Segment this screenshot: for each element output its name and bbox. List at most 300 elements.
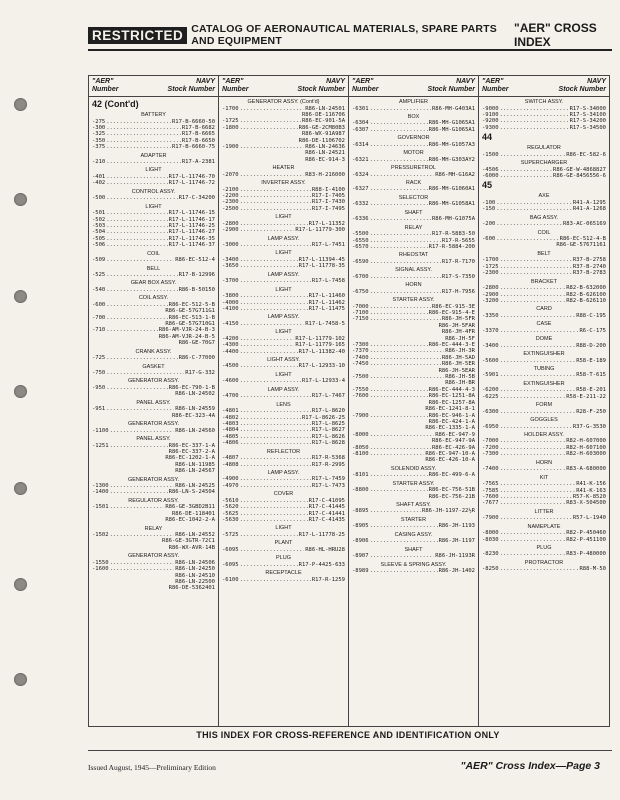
- index-row: [482, 328, 606, 334]
- aer-number: -210: [92, 159, 106, 166]
- dot-leader: [106, 272, 177, 278]
- navy-subheading: Stock Number: [558, 86, 606, 93]
- navy-stock-number: R86-LN-24552: [175, 532, 215, 539]
- index-row: [352, 142, 475, 148]
- dot-leader: [500, 515, 572, 521]
- dot-leader: [500, 270, 572, 276]
- navy-stock-number: R17-L-8628: [311, 440, 345, 447]
- index-row: [352, 216, 475, 222]
- catalog-title: CATALOG OF AERONAUTICAL MATERIALS, SPARE PARTS AND EQUIPMENT: [191, 23, 497, 47]
- index-row: [222, 278, 345, 284]
- index-row: [222, 321, 345, 327]
- aer-number: -7300: [352, 342, 369, 349]
- aer-number: -540: [92, 286, 106, 293]
- aer-number: -6324: [352, 171, 369, 178]
- dot-leader: [240, 106, 305, 112]
- navy-stock-number: R83-A-680000: [566, 466, 606, 473]
- navy-stock-number: R86-MH-G303AY2: [428, 156, 475, 163]
- index-row: [352, 553, 475, 559]
- dot-leader: [370, 568, 438, 574]
- aer-number: -2800: [482, 285, 499, 292]
- dot-leader: [370, 523, 438, 529]
- navy-stock-number: R17-L-7473: [311, 482, 345, 489]
- aer-number: -2300: [482, 270, 499, 277]
- index-row: [482, 372, 606, 378]
- navy-stock-number: R86-EC-790-1-B: [168, 384, 215, 391]
- category-heading: HORN: [535, 459, 553, 466]
- index-row: [352, 523, 475, 529]
- aer-number: -4300: [222, 342, 239, 349]
- navy-stock-number: R17-L-11746-15: [168, 210, 215, 217]
- index-row: [222, 242, 345, 248]
- aer-number: -502: [92, 216, 106, 223]
- aer-number: -4200: [222, 335, 239, 342]
- dot-leader: [500, 328, 579, 334]
- index-row: [482, 206, 606, 212]
- navy-heading: NAVY: [456, 78, 475, 85]
- page-number: "AER" Cross Index—Page 3: [460, 760, 600, 772]
- aer-subheading: Number: [222, 86, 249, 93]
- stock-number-continuation: R86-EC-1257-8A: [428, 399, 475, 406]
- index-row: [222, 378, 345, 384]
- category-heading: BRACKET: [531, 278, 557, 285]
- index-row: [482, 451, 606, 457]
- dot-leader: [500, 343, 576, 349]
- aer-number: -7400: [352, 354, 369, 361]
- dot-leader: [106, 159, 181, 165]
- navy-stock-number: R58-E-211-22: [566, 393, 606, 400]
- dot-leader: [370, 361, 441, 367]
- navy-stock-number: R17-A-2381: [181, 159, 215, 166]
- navy-heading: NAVY: [326, 78, 345, 85]
- aer-number: -325: [92, 131, 106, 138]
- dot-leader: [370, 172, 435, 178]
- navy-stock-number: R86-LN-24559: [175, 406, 215, 413]
- aer-number: -4506: [482, 166, 499, 173]
- navy-stock-number: R83-X-504500: [566, 500, 606, 507]
- navy-stock-number: R17-L-7458: [311, 278, 345, 285]
- navy-subheading: Stock Number: [297, 86, 345, 93]
- category-heading: LAMP ASSY.: [267, 314, 300, 321]
- aer-number: -7600: [482, 493, 499, 500]
- aer-number: -4400: [222, 348, 239, 355]
- dot-leader: [496, 236, 558, 242]
- index-row: [482, 409, 606, 415]
- aer-number: -7400: [482, 466, 499, 473]
- navy-subheading: Stock Number: [167, 86, 215, 93]
- navy-stock-number: R86-LN-24525: [175, 483, 215, 490]
- aer-number: -375: [92, 144, 106, 151]
- aer-number: -6327: [352, 186, 369, 193]
- navy-stock-number: R82-H-607000: [566, 438, 606, 445]
- index-row: [222, 562, 345, 568]
- index-row: [222, 363, 345, 369]
- page-header: [88, 21, 612, 49]
- index-row: [352, 259, 475, 265]
- navy-stock-number: R17-L-11746-35: [168, 235, 215, 242]
- dot-leader: [240, 547, 305, 553]
- aer-number: -7500: [352, 374, 369, 381]
- index-row: [352, 289, 475, 295]
- category-heading: MOTOR: [403, 150, 424, 157]
- index-row: [482, 152, 606, 158]
- dot-leader: [240, 483, 311, 489]
- index-row: [222, 227, 345, 233]
- aer-number: -700: [92, 314, 106, 321]
- category-heading: PANEL ASSY.: [136, 399, 171, 406]
- category-heading: GENERATOR ASSY.: [127, 421, 180, 428]
- navy-stock-number: R17-L-7458-5: [305, 320, 345, 327]
- index-row: [92, 195, 215, 201]
- dot-leader: [240, 440, 311, 446]
- index-row: [352, 244, 475, 250]
- navy-stock-number: R37-B-2758: [572, 257, 606, 264]
- index-row: [222, 577, 345, 583]
- aer-number: -8907: [352, 553, 369, 560]
- dot-leader: [240, 172, 305, 178]
- category-heading: RHEOSTAT: [398, 252, 429, 259]
- navy-stock-number: R17-R-7170: [441, 258, 475, 265]
- aer-number: -4500: [222, 363, 239, 370]
- dot-leader: [500, 566, 579, 572]
- category-heading: PRESSURETROL: [391, 165, 436, 172]
- navy-stock-number: R86-MH-G1065A1: [428, 120, 475, 127]
- aer-heading: "AER": [222, 78, 244, 85]
- navy-stock-number: R17-L-7459: [311, 476, 345, 483]
- navy-stock-number: R17-S-34200: [569, 118, 606, 125]
- stock-number-continuation: R86-JH-5EAR: [438, 367, 475, 374]
- dot-leader: [110, 504, 165, 510]
- category-heading: PLUG: [536, 544, 552, 551]
- navy-stock-number: R17-B-12996: [178, 272, 215, 278]
- category-heading: BATTERY: [141, 112, 166, 118]
- index-row: [352, 472, 475, 478]
- stock-number-continuation: R86-EC-914-3: [305, 156, 345, 163]
- aer-number: -2800: [222, 220, 239, 227]
- dot-leader: [240, 278, 311, 284]
- index-row: [352, 538, 475, 544]
- navy-stock-number: R17-C-41441: [308, 510, 345, 517]
- aer-number: -600: [92, 301, 106, 308]
- aer-number: -5630: [222, 516, 239, 523]
- dot-leader: [370, 508, 421, 514]
- index-row: [92, 327, 215, 333]
- dot-leader: [240, 577, 311, 583]
- aer-number: -1501: [92, 504, 109, 511]
- aer-number: -503: [92, 222, 106, 229]
- index-row: [92, 504, 215, 510]
- dot-leader: [370, 393, 428, 399]
- navy-stock-number: R37-B-2783: [572, 270, 606, 277]
- dot-leader: [370, 186, 428, 192]
- category-heading: CONTROL ASSY.: [131, 188, 176, 195]
- stock-number-continuation: R86-EC-947-9A: [431, 438, 475, 445]
- aer-number: -600: [482, 236, 496, 243]
- category-heading: COIL: [537, 229, 551, 236]
- dot-leader: [500, 173, 552, 179]
- aer-number: -6307: [352, 126, 369, 133]
- navy-stock-number: R17-L-8626: [311, 433, 345, 440]
- aer-number: -3800: [222, 293, 239, 300]
- category-heading: SHAFT: [404, 209, 423, 216]
- dot-leader: [240, 349, 298, 355]
- dot-leader: [106, 242, 167, 248]
- navy-stock-number: R41-A-1295: [572, 199, 606, 206]
- stock-number-continuation: R86-GE-3GTR-72C1: [162, 538, 215, 545]
- index-row: [222, 462, 345, 468]
- navy-stock-number: R17-C-41095: [308, 497, 345, 504]
- aer-number: -4150: [222, 320, 239, 327]
- navy-stock-number: R88-M-50: [579, 566, 606, 573]
- index-row: [482, 173, 606, 179]
- navy-stock-number: R17-L-12933-4: [301, 378, 345, 385]
- header-rule: [88, 49, 612, 51]
- navy-stock-number: R86-MH-G1075A: [431, 216, 475, 223]
- navy-stock-number: R17-L-11382-40: [298, 348, 345, 355]
- dot-leader: [106, 315, 167, 321]
- stock-number-continuation: R86-EC-337-2-A: [168, 448, 215, 455]
- index-row: [222, 517, 345, 523]
- column-header: [482, 78, 606, 94]
- stock-number-continuation: R86-DE-116706: [301, 111, 345, 118]
- stock-number-continuation: R86-JH-4FR: [441, 329, 475, 336]
- dot-leader: [370, 413, 428, 419]
- column-header-rule: [479, 96, 609, 97]
- category-heading: CARD: [536, 306, 552, 313]
- navy-stock-number: R17-I-7495: [311, 205, 345, 212]
- dot-leader: [110, 489, 168, 495]
- dot-leader: [240, 363, 298, 369]
- navy-stock-number: R86-B-50150: [178, 286, 215, 293]
- aer-number: -5625: [222, 510, 239, 517]
- aer-number: -4100: [222, 305, 239, 312]
- aer-number: -7200: [482, 444, 499, 451]
- aer-number: -8906: [352, 538, 369, 545]
- aer-number: -950: [92, 384, 106, 391]
- category-heading: HEATER: [272, 165, 295, 172]
- category-heading: HORN: [405, 282, 422, 289]
- dot-leader: [240, 306, 308, 312]
- index-row: [482, 500, 606, 506]
- aer-number: -1400: [92, 489, 109, 496]
- index-row: [222, 532, 345, 538]
- navy-stock-number: R17-L-11746-37: [168, 242, 215, 249]
- navy-stock-number: R88-I-4100: [311, 186, 345, 193]
- aer-number: -6332: [352, 201, 369, 208]
- navy-stock-number: R86-AM-VJR-24-B-3: [158, 327, 215, 334]
- dot-leader: [240, 321, 305, 327]
- aer-number: -6304: [352, 120, 369, 127]
- index-row: [352, 568, 475, 574]
- aer-number: -6570: [352, 243, 369, 250]
- navy-stock-number: R17-L-11746-72: [168, 180, 215, 187]
- stock-number-continuation: R86-EC-424-1-A: [428, 418, 475, 425]
- stock-number-continuation: R86-EC-426-10-A: [425, 457, 475, 464]
- index-row: [352, 361, 475, 367]
- navy-stock-number: R86-EC-947-9: [435, 431, 475, 438]
- dot-leader: [240, 378, 301, 384]
- aer-number: -7900: [352, 412, 369, 419]
- issue-date: Issued August, 1945—Preliminary Edition: [88, 763, 216, 772]
- binder-hole: [14, 98, 27, 111]
- aer-number: -4808: [222, 461, 239, 468]
- stock-number-continuation: R86-GE-57G711G1: [165, 308, 215, 315]
- category-heading: LAMP ASSY.: [267, 235, 300, 242]
- aer-number: -7300: [482, 451, 499, 458]
- column-header: [92, 78, 215, 94]
- navy-stock-number: R17-B-6650: [181, 137, 215, 144]
- index-row: [352, 274, 475, 280]
- index-row: [482, 358, 606, 364]
- navy-stock-number: R86-EC-513-1-B: [168, 314, 215, 321]
- aer-number: -1550: [92, 559, 109, 566]
- aer-number: -5620: [222, 504, 239, 511]
- index-column: [89, 76, 219, 726]
- stock-number-continuation: R86-WX-91A987: [301, 131, 345, 138]
- category-heading: BELL: [146, 265, 161, 272]
- aer-number: -2500: [222, 205, 239, 212]
- navy-stock-number: R17-L-11352: [308, 220, 345, 227]
- aer-number: -7150: [352, 316, 369, 323]
- aer-number: -3370: [482, 327, 499, 334]
- index-row: [352, 201, 475, 207]
- category-heading: LENS: [276, 401, 291, 408]
- navy-stock-number: R58-T-615: [576, 372, 606, 379]
- aer-number: -7565: [482, 481, 499, 488]
- category-heading: GENERATOR ASSY. (Cont'd): [247, 99, 320, 105]
- dot-leader: [370, 451, 425, 457]
- column-header: [352, 78, 475, 94]
- category-heading: GENERATOR ASSY.: [127, 553, 180, 560]
- dot-leader: [500, 424, 572, 430]
- dot-leader: [500, 125, 569, 131]
- category-heading: REFLECTOR: [266, 448, 301, 455]
- aer-number: -7550: [352, 386, 369, 393]
- navy-stock-number: R17-S-34100: [569, 111, 606, 118]
- navy-heading: NAVY: [196, 78, 215, 85]
- aer-number: -6100: [222, 576, 239, 583]
- aer-number: -3700: [222, 278, 239, 285]
- navy-stock-number: R86-JH-1197: [438, 538, 475, 545]
- navy-stock-number: R86-LN-24250: [175, 566, 215, 573]
- aer-number: -506: [92, 242, 106, 249]
- stock-number-continuation: R86-DE-5362401: [168, 585, 215, 592]
- index-row: [482, 566, 606, 572]
- navy-stock-number: R86-MH-G16A2: [435, 171, 475, 178]
- category-heading: LIGHT: [145, 167, 162, 174]
- aer-number: -4801: [222, 408, 239, 415]
- stock-number-continuation: R86-JH-5F: [445, 335, 475, 342]
- aer-number: -7000: [352, 303, 369, 310]
- navy-stock-number: R88-D-200: [576, 342, 606, 349]
- category-heading: SLEEVE & SPRING ASSY.: [380, 561, 447, 568]
- category-heading: RACK: [405, 179, 422, 186]
- navy-stock-number: R17-L-8627: [311, 427, 345, 434]
- navy-stock-number: R17-L-7467: [311, 393, 345, 400]
- stock-number-continuation: R86-LN-24567: [175, 468, 215, 475]
- navy-stock-number: R17-L-11746-17: [168, 216, 215, 223]
- navy-stock-number: R17-S-34000: [569, 105, 606, 112]
- dot-leader: [370, 127, 428, 133]
- aer-number: -2200: [222, 192, 239, 199]
- aer-number: -2900: [222, 227, 239, 234]
- dot-leader: [370, 201, 428, 207]
- navy-stock-number: R86-EC-582-6: [566, 151, 606, 158]
- stock-number-continuation: R86-DE-1106702: [298, 137, 345, 144]
- category-heading: NAMEPLATE: [527, 523, 561, 530]
- index-row: [222, 263, 345, 269]
- dot-leader: [500, 537, 566, 543]
- dot-leader: [500, 551, 566, 557]
- index-row: [92, 287, 215, 293]
- dot-leader: [500, 372, 576, 378]
- aer-number: -1251: [92, 442, 109, 449]
- category-heading: RECEPTACLE: [265, 570, 302, 577]
- category-heading: LIGHT: [275, 329, 292, 336]
- dot-leader: [106, 302, 167, 308]
- index-row: [482, 298, 606, 304]
- navy-stock-number: R86-EC-444-4-3: [428, 386, 475, 393]
- stock-number-continuation: R86-EC-756-21B: [428, 493, 475, 500]
- aer-number: -6301: [352, 105, 369, 112]
- navy-stock-number: R17-L-12933-10: [298, 363, 345, 370]
- index-row: [482, 221, 606, 227]
- index-row: [92, 144, 215, 150]
- dot-leader: [106, 370, 184, 376]
- dot-leader: [370, 553, 435, 559]
- navy-stock-number: R17-R-5368: [311, 455, 345, 462]
- navy-stock-number: R17-L-11475: [308, 305, 345, 312]
- index-table: [88, 75, 610, 727]
- stock-number-continuation: R86-EC-1241-8-1: [425, 406, 475, 413]
- navy-stock-number: R86-EC-915-4-E: [428, 310, 475, 316]
- index-row: [352, 172, 475, 178]
- navy-stock-number: R86-EC-1251-8A: [428, 393, 475, 400]
- category-heading: PLUG: [276, 555, 291, 562]
- index-row: [222, 440, 345, 446]
- dot-leader: [240, 263, 298, 269]
- dot-leader: [500, 409, 576, 415]
- dot-leader: [106, 144, 171, 150]
- index-row: [222, 547, 345, 553]
- dot-leader: [106, 195, 177, 201]
- navy-stock-number: R86-JH-3R: [445, 348, 475, 355]
- category-heading: EXTINGUISHER: [523, 380, 565, 387]
- category-heading: GEAR BOX ASSY.: [130, 280, 177, 287]
- dot-leader: [110, 428, 175, 434]
- dot-leader: [500, 451, 566, 457]
- aer-number: -6336: [352, 216, 369, 223]
- category-heading: COVER: [273, 491, 294, 498]
- navy-heading: NAVY: [587, 78, 606, 85]
- section-number: 42 (Cont'd): [92, 99, 139, 109]
- aer-number: -3000: [222, 242, 239, 248]
- index-row: [482, 125, 606, 131]
- index-row: [482, 515, 606, 521]
- category-heading: LIGHT: [275, 286, 292, 293]
- category-heading: AMPLIFIER: [398, 99, 429, 105]
- aer-number: -7677: [482, 500, 499, 507]
- binder-hole: [14, 193, 27, 206]
- navy-stock-number: R37-G-3530: [572, 423, 606, 430]
- aer-number: -4700: [222, 393, 239, 400]
- aer-number: -7600: [352, 393, 369, 400]
- navy-stock-number: R17-C-41435: [308, 516, 345, 523]
- navy-stock-number: R17-R-5655: [441, 237, 475, 244]
- aer-number: -7100: [352, 310, 369, 316]
- category-heading: PROTRACTOR: [524, 559, 564, 566]
- dot-leader: [370, 538, 438, 544]
